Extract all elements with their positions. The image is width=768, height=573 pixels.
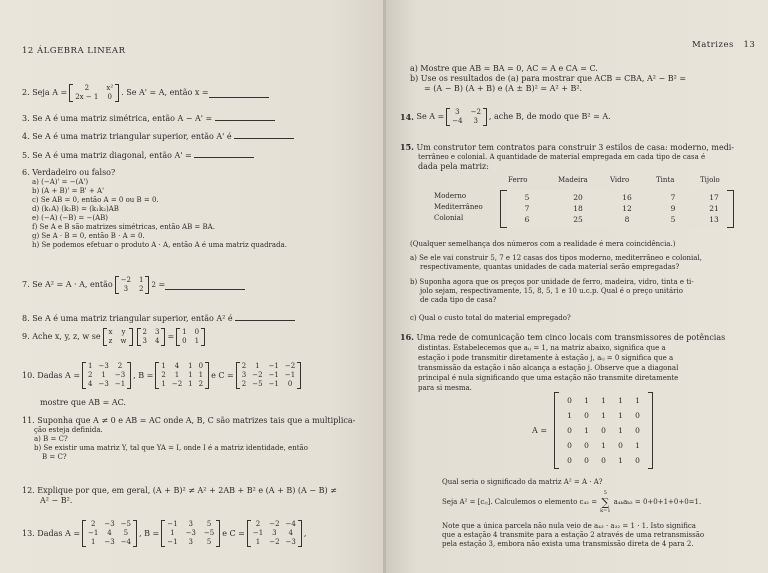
- matrix-cell: 1: [618, 426, 623, 435]
- matrix-cell: 2: [88, 371, 93, 379]
- exercise-11-line: B = C?: [42, 453, 67, 461]
- note-line: pela estação 3, embora não exista uma transmissão direta de 4 para 2.: [442, 540, 694, 548]
- exercise-6-number: 6.: [22, 168, 30, 177]
- matrix-cell: 1: [584, 396, 589, 405]
- matrix-cell: −2: [269, 538, 280, 546]
- m-cell: w: [120, 337, 127, 345]
- matrix-cell: 2: [161, 371, 166, 379]
- m-cell: −4: [452, 117, 463, 125]
- sum-symbol: ∑: [601, 496, 610, 509]
- m-cell: z: [108, 337, 113, 345]
- exercise-7-text-a: Se A² = A · A, então: [32, 280, 113, 289]
- matrix-cell: 5: [123, 529, 129, 537]
- matrix-cell: 21: [709, 204, 719, 213]
- matrix-cell: 2: [241, 380, 247, 388]
- matrix-cell: 18: [573, 204, 583, 213]
- matrix-cell: 0: [584, 411, 589, 420]
- matrix-cell: 3: [272, 529, 277, 537]
- exercise-15-a-line: a) Se ele vai construir 5, 7 e 12 casas dos tipos moderno, mediterrâneo e colonial,: [410, 254, 702, 262]
- matrix-cell: −2: [269, 520, 280, 528]
- matrix-cell: −4: [285, 520, 296, 528]
- exercise-11-line: a) B = C?: [34, 435, 68, 443]
- calc-text-a: Seja A² = [cᵢⱼ]. Calculemos o elemento c₄₂ =: [442, 498, 598, 506]
- matrix-cell: −3: [104, 520, 115, 528]
- matrix-cell: 1: [601, 441, 606, 450]
- exercise-15-part-b: [410, 278, 694, 305]
- exercise-12-line: A² − B².: [40, 496, 73, 505]
- matrix-cell: −1: [114, 380, 126, 388]
- matrix-cell: 1: [101, 371, 106, 379]
- matrix-cell: −3: [185, 529, 196, 537]
- exercise-3-number: 3.: [22, 114, 30, 123]
- matrix-cell: 25: [573, 215, 583, 224]
- exercise-15-part-c: c) Qual o custo total do material empregado?: [410, 314, 571, 322]
- note-line: que a estação 4 transmite para a estação 2 através de uma retransmissão: [442, 531, 705, 539]
- exercise-9-number: 9.: [22, 332, 30, 341]
- exercise-13-continued: [410, 64, 686, 94]
- matrix-cell: 1: [618, 456, 623, 465]
- matrix-cell: −3: [285, 538, 296, 546]
- matrix-cell: 0: [618, 441, 623, 450]
- exercise-7-number: 7.: [22, 280, 30, 289]
- matrix-cell: 3: [241, 371, 247, 379]
- matrix-cell: 13: [709, 215, 719, 224]
- row-label: Moderno: [434, 192, 467, 200]
- matrix-cell: 7: [524, 204, 530, 213]
- matrix-cell: 1: [601, 411, 606, 420]
- exercise-16-calculation: [442, 490, 701, 515]
- exercise-5: [22, 149, 254, 161]
- exercise-9-matrix-3: [176, 328, 205, 346]
- matrix-cell: −2: [252, 371, 263, 379]
- answer-blank: [235, 312, 295, 321]
- right-page: [386, 0, 768, 573]
- matrix-cell: 0: [567, 426, 572, 435]
- matrix-cell: 1: [90, 538, 96, 546]
- matrix-cell: 3: [188, 538, 193, 546]
- exercise-5-text: Se A é uma matriz diagonal, então A' =: [32, 151, 192, 160]
- matrix-cell: 1: [88, 362, 93, 370]
- exercise-16: [400, 332, 725, 393]
- m-cell: 4: [154, 337, 160, 345]
- matrix-cell: 2: [90, 520, 96, 528]
- matrix-cell: 5: [206, 538, 212, 546]
- answer-blank: [165, 281, 245, 290]
- m-cell: 3: [455, 108, 460, 116]
- matrix-cell: 1: [198, 371, 204, 379]
- answer-blank: [234, 130, 294, 139]
- exercise-4: [22, 130, 294, 142]
- matrix-cell: 3: [188, 520, 193, 528]
- exercise-2-text-a: Seja A =: [32, 88, 68, 97]
- exercise-10-text-a: Dadas A =: [37, 370, 81, 380]
- m-cell: 1: [139, 276, 144, 284]
- m-cell: 0: [107, 93, 112, 101]
- exercise-3: [22, 112, 275, 124]
- matrix-cell: 0: [198, 362, 204, 370]
- matrix-cell: −3: [104, 538, 115, 546]
- exercise-10-matrix-c: [236, 362, 301, 389]
- exercise-10-matrix-b: [155, 362, 209, 389]
- exercise-2-text-b: . Se A' = A, então x =: [121, 88, 209, 97]
- exercise-10: 10. Dadas A = 1 −3 2 2 1 −3 4 −3 −1 , B = 1 4 1 0 2 1 1 1 1 −2 1 2 e C = 2 1 −1 −2 3 −2 −1 −1 2 −5 −1 0: [22, 362, 303, 389]
- matrix-cell: 0: [584, 456, 589, 465]
- exercise-4-number: 4.: [22, 132, 30, 141]
- exercise-11: [22, 416, 355, 462]
- exercise-15-b-line: jolo sejam, respectivamente, 15, 8, 5, 1 e 10 u.c.p. Qual é o preço unitário: [420, 287, 683, 295]
- matrix-cell: −5: [120, 520, 132, 528]
- exercise-3-text: Se A é uma matriz simétrica, então A − A' =: [32, 114, 213, 123]
- col-header: Ferro: [508, 176, 528, 184]
- m-cell: 2: [84, 84, 90, 92]
- matrix-cell: 1: [635, 441, 640, 450]
- matrix-cell: 0: [567, 396, 572, 405]
- answer-blank: [215, 112, 275, 121]
- matrix-cell: 7: [670, 193, 676, 202]
- exercise-6-item: d) (k₁A) (k₂B) = (k₁k₂)AB: [32, 205, 119, 213]
- sum-lower: k=1: [600, 508, 611, 514]
- matrix-cell: −1: [268, 362, 279, 370]
- matrix-cell: 0: [567, 456, 572, 465]
- matrix-cell: 2: [241, 362, 247, 370]
- matrix-cell: 1: [174, 371, 180, 379]
- m-cell: x: [108, 328, 113, 336]
- matrix-cell: 0: [635, 456, 640, 465]
- exercise-7-matrix: [115, 276, 150, 294]
- network-matrix-label: A =: [532, 426, 548, 435]
- matrix-cell: 1: [161, 362, 166, 370]
- exercise-11-line: b) Se existir uma matriz Y, tal que YA = I, onde I é a matriz identidade, então: [34, 444, 308, 452]
- matrix-cell: 1: [188, 362, 193, 370]
- exercise-13-text-a: Dadas A =: [37, 528, 81, 538]
- m-cell: 2x − 1: [75, 93, 99, 101]
- exercise-15-note: (Qualquer semelhança dos números com a realidade é mera coincidência.): [410, 240, 676, 248]
- exercise-2-number: 2.: [22, 88, 30, 97]
- matrix-cell: 1: [188, 371, 193, 379]
- m-cell: x²: [106, 84, 114, 92]
- exercise-7-text-b: =: [158, 280, 166, 289]
- matrix-cell: −2: [171, 380, 183, 388]
- exercise-12-number: 12.: [22, 486, 35, 495]
- matrix-cell: 16: [622, 193, 632, 202]
- m-cell: 3: [473, 117, 478, 125]
- exercise-14-matrix: [446, 108, 487, 126]
- exercise-12: [22, 486, 337, 506]
- m-cell: 3: [142, 337, 147, 345]
- matrix-cell: −1: [167, 538, 178, 546]
- exercise-10-text-b: mostre que AB = AC.: [40, 398, 126, 407]
- exercise-6-title: Verdadeiro ou falso?: [32, 168, 116, 177]
- m-cell: 3: [123, 285, 129, 293]
- exercise-16-note: [442, 522, 704, 549]
- exercise-7: [22, 276, 245, 294]
- matrix-cell: 6: [524, 215, 530, 224]
- matrix-brackets: [500, 190, 734, 228]
- answer-blank: [194, 149, 254, 158]
- matrix-cell: 1: [567, 411, 572, 420]
- matrix-cell: 8: [624, 215, 630, 224]
- matrix-cell: 1: [188, 380, 193, 388]
- matrix-cell: 1: [618, 396, 623, 405]
- m-cell: 3: [154, 328, 160, 336]
- matrix-cell: −3: [98, 362, 109, 370]
- exercise-16-line: Uma rede de comunicação tem cinco locais com transmissores de potências: [416, 333, 726, 342]
- exercise-4-text: Se A é uma matriz triangular superior, então A' é: [32, 132, 232, 141]
- matrix-cell: 0: [567, 441, 572, 450]
- m-cell: −2: [470, 108, 481, 116]
- matrix-cell: 12: [622, 204, 632, 213]
- material-matrix: [434, 176, 744, 234]
- exercise-9: 9. Ache x, y, z, w se x y z w 2 3 3 4 = 1 0 0 1: [22, 328, 207, 346]
- network-matrix: [554, 392, 653, 469]
- m-cell: 0: [182, 337, 187, 345]
- exercise-15-b-line: de cada tipo de casa?: [420, 296, 497, 304]
- exercise-13-matrix-b: [161, 520, 220, 547]
- matrix-cell: 2: [198, 380, 204, 388]
- exercise-8-text: Se A é uma matriz triangular superior, então A² é: [32, 314, 233, 323]
- exercise-11-line: Suponha que A ≠ 0 e AB = AC onde A, B, C são matrizes tais que a multiplica-: [37, 416, 356, 425]
- exercise-6-item: e) (−A) (−B) = −(AB): [32, 214, 109, 222]
- calc-text-b: a₄ₖaₖ₂ = 0+0+1+0+0=1.: [613, 498, 702, 506]
- matrix-cell: −1: [268, 380, 279, 388]
- note-line: Note que a única parcela não nula veio de a₄₃ · a₃₂ = 1 · 1. Isto significa: [442, 522, 696, 530]
- exercise-14-text-b: , ache B, de modo que B² = A.: [488, 112, 611, 121]
- col-header: Madeira: [558, 176, 588, 184]
- matrix-cell: 1: [635, 396, 640, 405]
- col-header: Vidro: [610, 176, 630, 184]
- m-cell: 2: [142, 328, 147, 336]
- matrix-cell: 0: [635, 426, 640, 435]
- matrix-cell: 1: [255, 362, 260, 370]
- exercise-2: [22, 84, 269, 102]
- exercise-16-line: estação i pode transmitir diretamente à estação j, aᵢⱼ = 0 significa que a: [418, 354, 674, 362]
- exercise-13-matrix-c: [247, 520, 302, 547]
- exercise-11-number: 11.: [22, 416, 35, 425]
- matrix-cell: 0: [635, 411, 640, 420]
- exercise-10-number: 10.: [22, 370, 35, 380]
- matrix-cell: 1: [255, 538, 261, 546]
- exercise-14-number: 14.: [400, 112, 414, 122]
- exercise-15-line: terrâneo e colonial. A quantidade de material empregada em cada tipo de casa é: [418, 153, 706, 161]
- exercise-6-item: a) (−A)' = −(A'): [32, 178, 89, 186]
- matrix-cell: −1: [167, 520, 178, 528]
- exercise-15: [400, 142, 734, 172]
- exercise-15-b-line: b) Suponha agora que os preços por unidade de ferro, madeira, vidro, tinta e ti-: [410, 278, 694, 286]
- exercise-6: [22, 168, 287, 250]
- matrix-cell: 0: [601, 456, 606, 465]
- col-header: Tijolo: [700, 176, 720, 184]
- matrix-cell: 0: [287, 380, 293, 388]
- col-header: Tinta: [656, 176, 675, 184]
- matrix-cell: 1: [584, 426, 589, 435]
- matrix-cell: −2: [284, 362, 296, 370]
- exercise-9-text: Ache x, y, z, w se: [32, 332, 101, 341]
- exercise-6-item: f) Se A e B são matrizes simétricas, então AB = BA.: [32, 223, 215, 231]
- exercise-13-number: 13.: [22, 528, 35, 538]
- m-cell: −2: [120, 276, 132, 284]
- matrix-cell: 9: [670, 204, 676, 213]
- matrix-cell: −5: [252, 380, 263, 388]
- right-page-header: [692, 40, 755, 50]
- matrix-cell: −5: [203, 529, 215, 537]
- exercise-16-question-1: Qual seria o significado da matriz A² = A · A?: [442, 478, 603, 486]
- row-label: Mediterrâneo: [434, 203, 483, 211]
- matrix-cell: 0: [601, 426, 606, 435]
- exercise-12-line: Explique por que, em geral, (A + B)² ≠ A² + 2AB + B² e (A + B) (A − B) ≠: [37, 486, 337, 495]
- exercise-13-part-a: a) Mostre que AB = BA = 0, AC = A e CA = C.: [410, 64, 598, 73]
- matrix-cell: 1: [170, 529, 175, 537]
- exercise-15-a-line: respectivamente, quantas unidades de cada material serão empregadas?: [420, 263, 680, 271]
- answer-blank: [209, 89, 269, 98]
- matrix-cell: 4: [107, 529, 112, 537]
- matrix-cell: 2: [255, 520, 261, 528]
- matrix-cell: 1: [161, 380, 166, 388]
- m-cell: 2: [139, 285, 144, 293]
- exercise-13-part-b-cont: = (A − B) (A + B) e (A ± B)² = A² + B².: [424, 84, 583, 93]
- row-label: Colonial: [434, 214, 464, 222]
- exercise-15-line: Um construtor tem contratos para construir 3 estilos de casa: moderno, medi-: [416, 143, 735, 152]
- exercise-10-matrix-a: [82, 362, 131, 389]
- exercise-6-item: h) Se podemos efetuar o produto A · A, então A é uma matriz quadrada.: [32, 241, 287, 249]
- exercise-14: [400, 108, 611, 126]
- matrix-cell: 1: [601, 396, 606, 405]
- matrix-cell: 17: [709, 193, 719, 202]
- matrix-cell: 0: [584, 441, 589, 450]
- exercise-9-matrix-2: [137, 328, 166, 346]
- exercise-16-line: transmissão da estação i não alcança a estação j. Observe que a diagonal: [418, 364, 679, 372]
- exercise-2-matrix: [69, 84, 119, 102]
- matrix-cell: 4: [88, 380, 93, 388]
- exercise-16-line: principal é nula significando que uma estação não transmite diretamente: [418, 374, 679, 382]
- exercise-6-item: g) Se A · B = 0, então B · A = 0.: [32, 232, 145, 240]
- matrix-cell: −1: [268, 371, 279, 379]
- matrix-cell: −3: [114, 371, 126, 379]
- exercise-15-line: dada pela matriz:: [418, 162, 489, 171]
- matrix-cell: −1: [88, 529, 99, 537]
- matrix-cell: −4: [120, 538, 132, 546]
- matrix-cell: 2: [117, 362, 123, 370]
- exercise-5-number: 5.: [22, 151, 30, 160]
- exercise-15-number: 15.: [400, 142, 414, 152]
- left-page-header: 12 ÁLGEBRA LINEAR: [22, 46, 126, 56]
- exercise-6-item: c) Se AB = 0, então A = 0 ou B = 0.: [32, 196, 159, 204]
- matrix-cell: 5: [670, 215, 676, 224]
- exercise-6-item: b) (A + B)' = B' + A': [32, 187, 105, 195]
- exercise-9-matrix-1: [103, 328, 133, 346]
- exercise-16-line: para si mesma.: [418, 384, 472, 392]
- m-cell: y: [121, 328, 126, 336]
- matrix-cell: −3: [98, 380, 109, 388]
- m-cell: 0: [194, 328, 200, 336]
- matrix-cell: 20: [573, 193, 583, 202]
- matrix-cell: 4: [288, 529, 293, 537]
- matrix-cell: −1: [284, 371, 296, 379]
- exercise-16-number: 16.: [400, 332, 414, 342]
- exercise-13-part-b: b) Use os resultados de (a) para mostrar que ACB = CBA, A² − B² =: [410, 74, 687, 83]
- m-cell: 1: [194, 337, 200, 345]
- exercise-13: 13. Dadas A = 2 −3 −5 −1 4 5 1 −3 −4 , B = −1 3 5 1 −3 −5 −1 3 5 e C = 2 −2 −4 −1 3 4 1 −2 −3 ,: [22, 520, 307, 546]
- exercise-16-line: distintas. Estabelecemos que aᵢⱼ = 1, na matriz abaixo, significa que a: [418, 344, 666, 352]
- matrix-cell: −1: [252, 529, 264, 537]
- exercise-8: [22, 312, 295, 324]
- matrix-cell: 5: [524, 193, 530, 202]
- exercise-13-matrix-a: [82, 520, 137, 547]
- matrix-cell: 5: [206, 520, 212, 528]
- exercise-8-number: 8.: [22, 314, 30, 323]
- exercise-7-exponent: 2: [151, 280, 156, 289]
- m-cell: 1: [182, 328, 187, 336]
- matrix-cell: 4: [174, 362, 180, 370]
- exercise-11-line: ção esteja definida.: [34, 426, 103, 434]
- chapter-title: Matrizes: [692, 40, 734, 50]
- sum-upper: 5: [603, 490, 607, 496]
- summation: [600, 490, 610, 515]
- exercise-15-part-a: [410, 254, 702, 272]
- exercise-14-text-a: Se A =: [416, 112, 445, 121]
- matrix-cell: 1: [618, 411, 623, 420]
- page-number: 13: [743, 40, 756, 50]
